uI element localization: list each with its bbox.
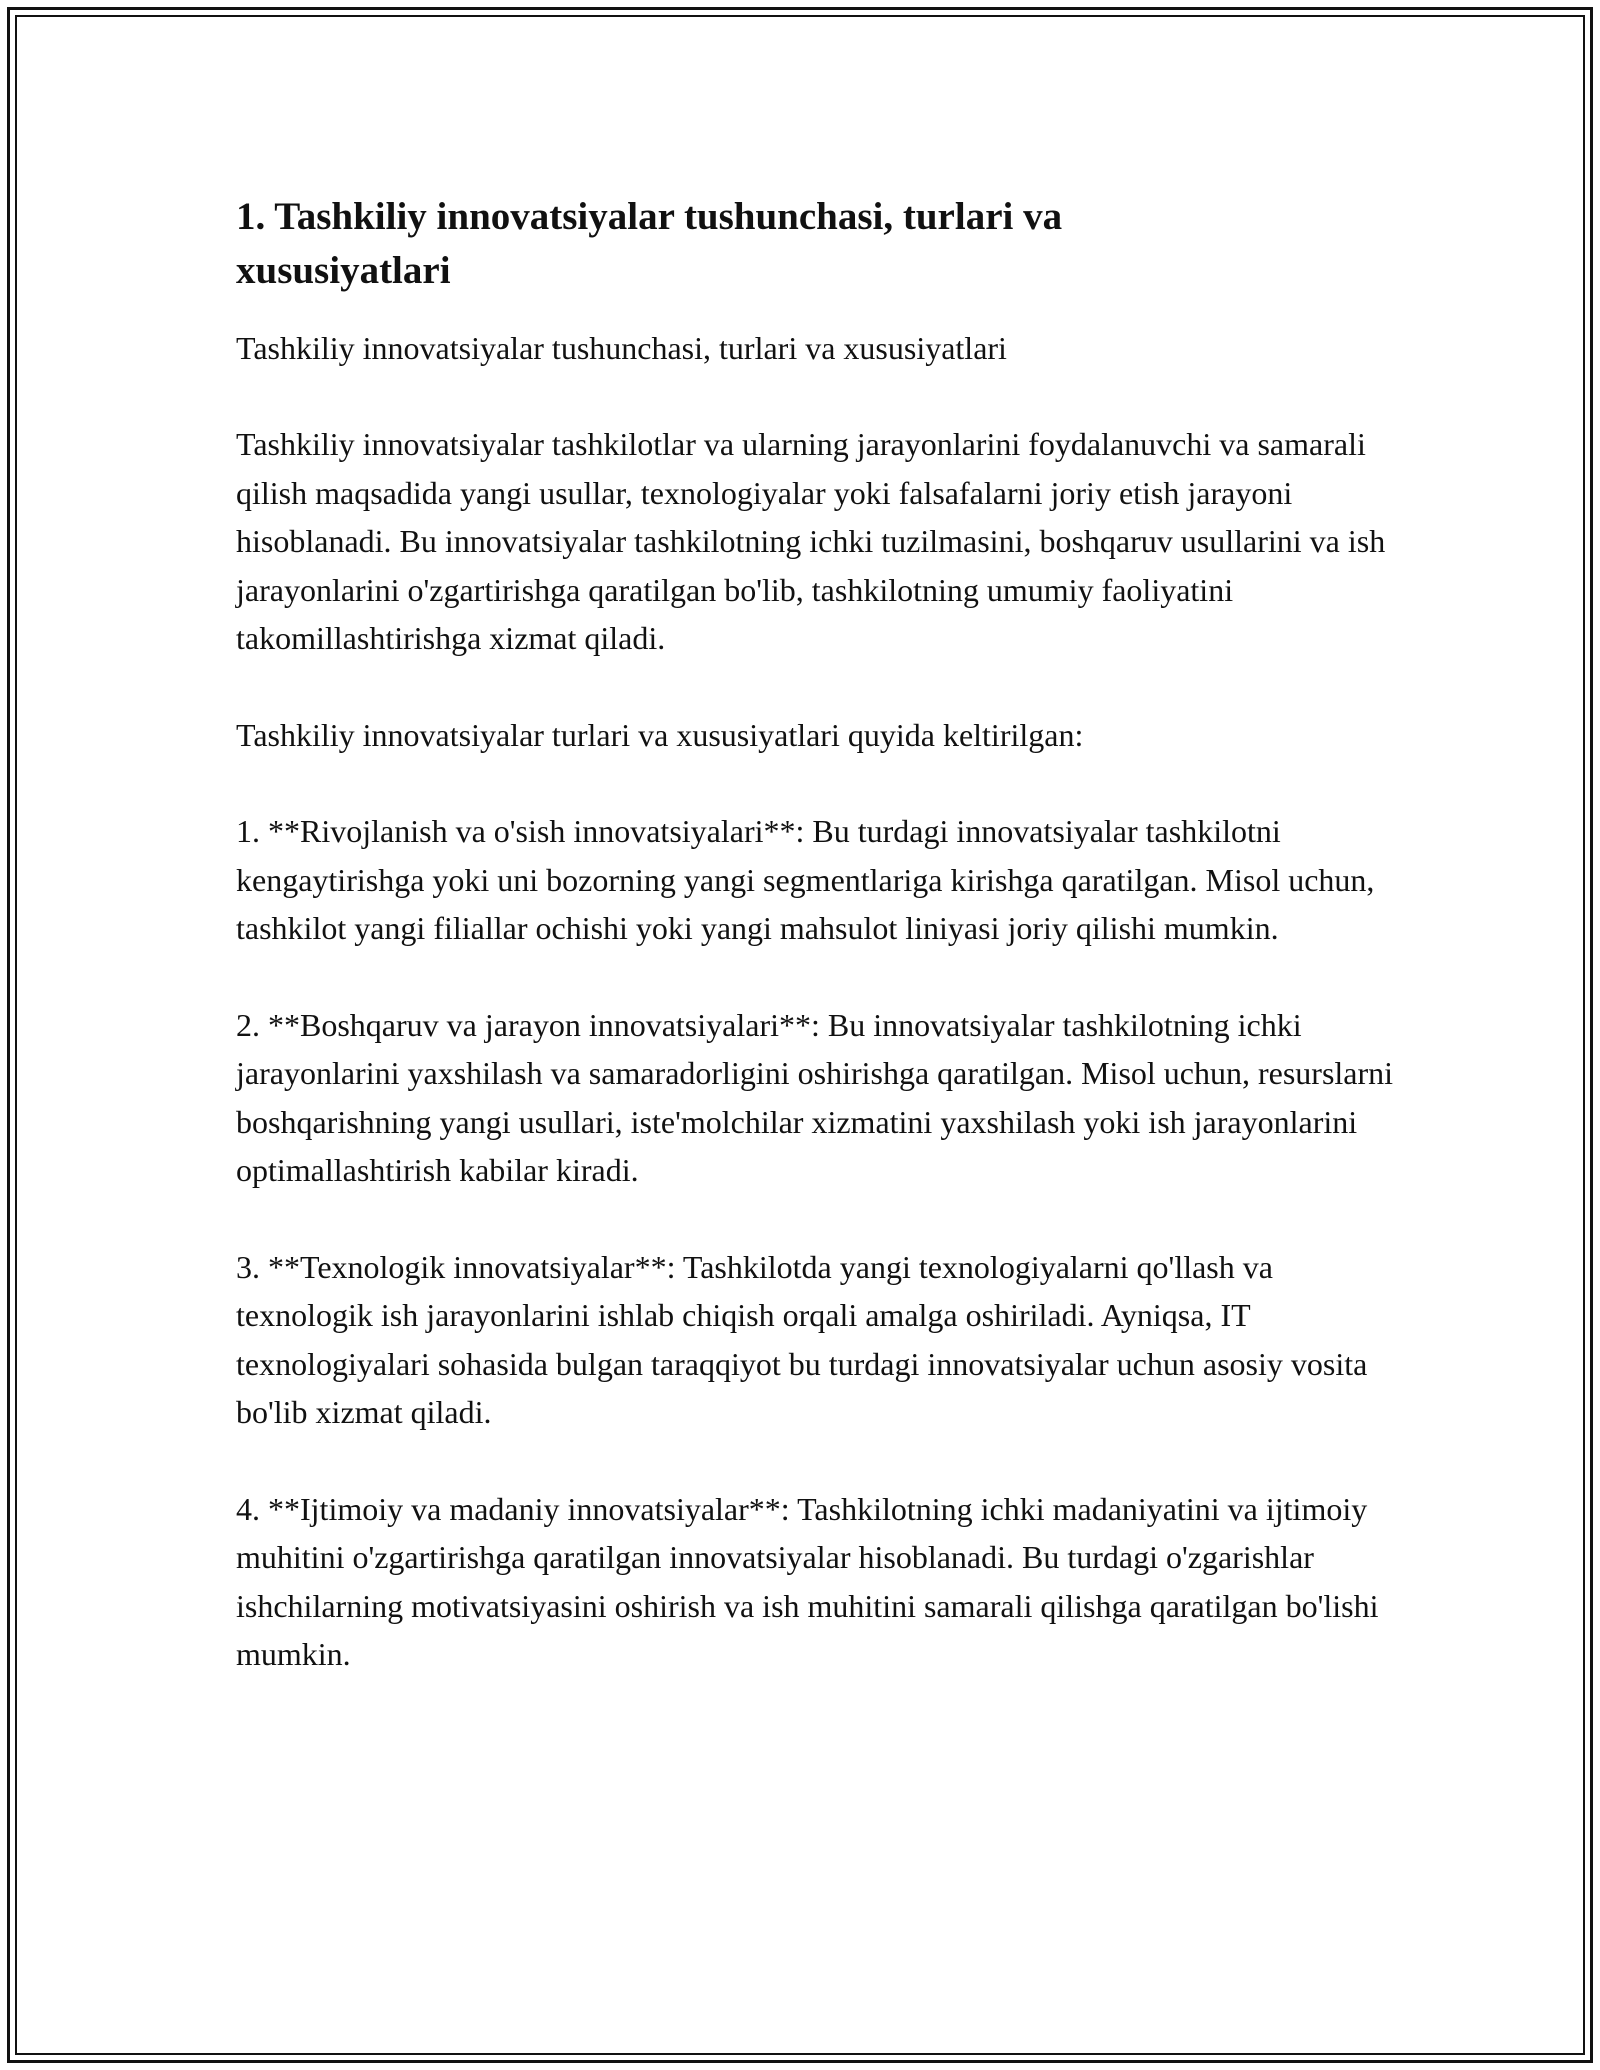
list-intro-paragraph: Tashkiliy innovatsiyalar turlari va xususiyatlari quyida keltirilgan: bbox=[236, 716, 1084, 753]
list-item-growth-innovations: 1. **Rivojlanish va o'sish innovatsiyalari**: Bu turdagi innovatsiyalar tashkilotni kengaytirishga yoki uni bozorning yangi segmentlariga kirishga qaratilgan. Misol uchun, tashkilot yangi filiallar ochishi yoki yangi mahsulot liniyasi joriy qilishi mumkin. bbox=[236, 813, 1375, 946]
list-item-technological-innovations: 3. **Texnologik innovatsiyalar**: Tashkilotda yangi texnologiyalarni qo'llash va texnologik ish jarayonlarini ishlab chiqish orqali amalga oshiriladi. Ayniqsa, IT texnologiyalari sohasida bulgan taraqqiyot bu turdagi innovatsiyalar uchun asosiy vosita bo'lib xizmat qiladi. bbox=[236, 1248, 1368, 1430]
document-body bbox=[236, 190, 1396, 1679]
list-item-management-innovations: 2. **Boshqaruv va jarayon innovatsiyalari**: Bu innovatsiyalar tashkilotning ichki jarayonlarini yaxshilash va samaradorligini oshirishga qaratilgan. Misol uchun, resurslarni boshqarishning yangi usullari, iste'molchilar xizmatini yaxshilash yoki ish jarayonlarini optimallashtirish kabilar kiradi. bbox=[236, 1006, 1394, 1188]
document-subtitle: Tashkiliy innovatsiyalar tushunchasi, turlari va xususiyatlari bbox=[236, 330, 1007, 366]
document-title: 1. Tashkiliy innovatsiyalar tushunchasi, turlari va xususiyatlari bbox=[236, 195, 1063, 292]
intro-paragraph: Tashkiliy innovatsiyalar tashkilotlar va ularning jarayonlarini foydalanuvchi va samarali qilish maqsadida yangi usullar, texnologiyalar yoki falsafalarni joriy etish jarayoni hisoblanadi. Bu innovatsiyalar tashkilotning ichki tuzilmasini, boshqaruv usullarini va ish jarayonlarini o'zgartirishga qaratilgan bo'lib, tashkilotning umumiy faoliyatini takomillashtirishga xizmat qiladi. bbox=[236, 426, 1386, 656]
list-item-social-cultural-innovations: 4. **Ijtimoiy va madaniy innovatsiyalar**: Tashkilotning ichki madaniyatini va ijtimoiy muhitini o'zgartirishga qaratilgan innovatsiyalar hisoblanadi. Bu turdagi o'zgarishlar ishchilarning motivatsiyasini oshirish va ish muhitini samarali qilishga qaratilgan bo'lishi mumkin. bbox=[236, 1490, 1379, 1672]
